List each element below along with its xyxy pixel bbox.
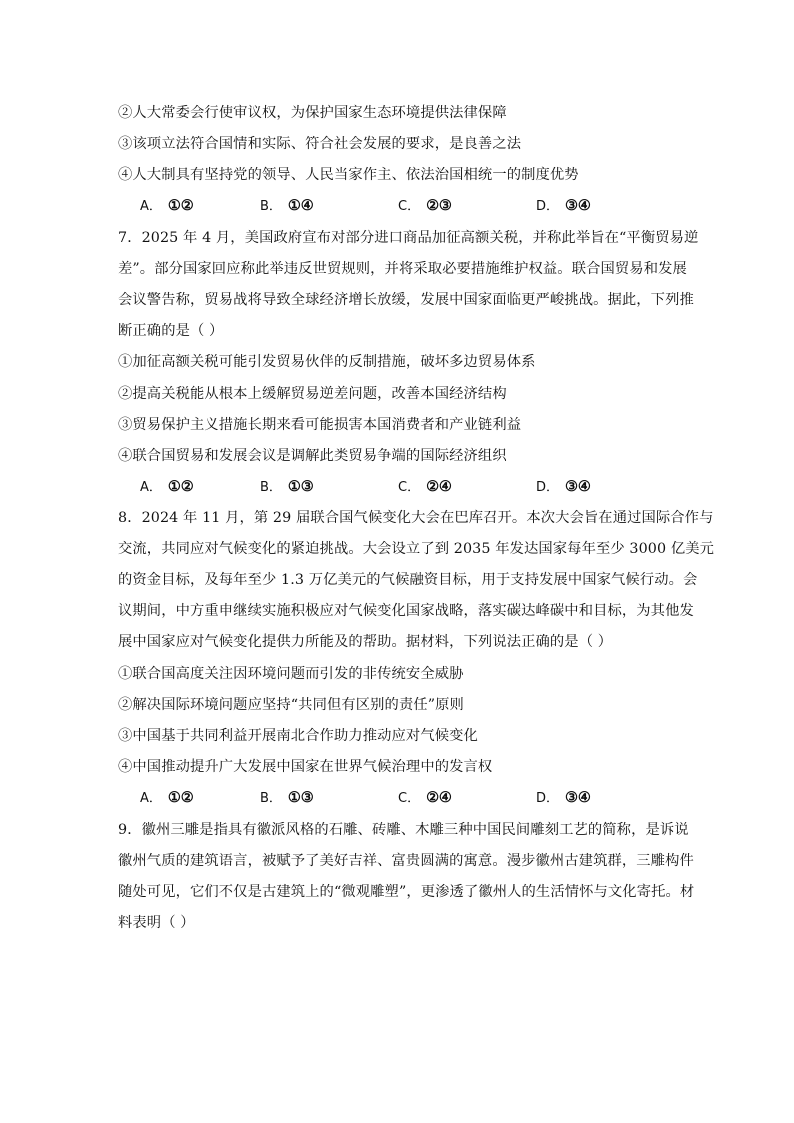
- option-value: ②④: [426, 790, 452, 806]
- option-value: ①②: [167, 198, 194, 214]
- option-value: ③④: [565, 479, 591, 495]
- q7-options: [140, 477, 660, 497]
- q9-stem-line-3: 随处可见，它们不仅是古建筑上的“微观雕塑”，更渗透了徽州人的生活情怀与文化寄托。材: [118, 884, 695, 900]
- option-value: ②③: [426, 198, 452, 214]
- q9-stem-line-1: 9．徽州三雕是指具有徽派风格的石雕、砖雕、木雕三种中国民间雕刻工艺的简称，是诉说: [118, 822, 689, 838]
- option-key: B．: [260, 199, 282, 214]
- q8-item-2: ②解决国际环境问题应坚持“共同但有区别的责任”原则: [118, 697, 464, 713]
- q8-stem-line-5: 展中国家应对气候变化提供力所能及的帮助。据材料，下列说法正确的是（ ）: [118, 634, 613, 650]
- q7-stem-line-4: 断正确的是（ ）: [118, 323, 224, 339]
- q6-item-2: ②人大常委会行使审议权，为保护国家生态环境提供法律保障: [118, 105, 507, 121]
- option-key: A．: [140, 791, 162, 806]
- q6-item-4: ④人大制具有坚持党的领导、人民当家作主、依法治国相统一的制度优势: [118, 167, 579, 183]
- q8-item-4: ④中国推动提升广大发展中国家在世界气候治理中的发言权: [118, 759, 493, 775]
- q8-item-3: ③中国基于共同利益开展南北合作助力推动应对气候变化: [118, 728, 478, 744]
- q7-option-d[interactable]: [536, 477, 591, 498]
- q7-option-a[interactable]: [140, 477, 194, 498]
- q7-item-3: ③贸易保护主义措施长期来看可能损害本国消费者和产业链利益: [118, 417, 522, 433]
- q8-stem-line-2: 交流，共同应对气候变化的紧迫挑战。大会设立了到 2035 年发达国家每年至少 3000 亿美元: [118, 541, 715, 557]
- q7-option-c[interactable]: [398, 477, 452, 498]
- option-key: A．: [140, 199, 162, 214]
- q7-item-1: ①加征高额关税可能引发贸易伙伴的反制措施，破坏多边贸易体系: [118, 354, 536, 370]
- q7-item-4: ④联合国贸易和发展会议是调解此类贸易争端的国际经济组织: [118, 448, 507, 464]
- q8-item-1: ①联合国高度关注因环境问题而引发的非传统安全威胁: [118, 666, 464, 682]
- q9-stem-line-4: 料表明（ ）: [118, 915, 195, 931]
- q6-item-3: ③该项立法符合国情和实际、符合社会发展的要求，是良善之法: [118, 136, 522, 152]
- option-value: ③④: [565, 198, 591, 214]
- option-value: ①③: [287, 790, 314, 806]
- q7-stem-line-1: 7．2025 年 4 月，美国政府宣布对部分进口商品加征高额关税，并称此举旨在“平衡贸易逆: [118, 230, 699, 246]
- q6-option-c[interactable]: [398, 196, 452, 217]
- q8-stem-line-1: 8．2024 年 11 月，第 29 届联合国气候变化大会在巴库召开。本次大会旨在通过国际合作与: [118, 510, 714, 526]
- option-value: ②④: [426, 479, 452, 495]
- option-key: B．: [260, 480, 282, 495]
- q8-option-c[interactable]: [398, 788, 452, 809]
- option-key: B．: [260, 791, 282, 806]
- q9-stem-line-2: 徽州气质的建筑语言，被赋予了美好吉祥、富贵圆满的寓意。漫步徽州古建筑群，三雕构件: [118, 853, 694, 869]
- option-key: C．: [398, 199, 421, 214]
- q8-option-b[interactable]: [260, 788, 314, 809]
- option-value: ①②: [167, 790, 194, 806]
- option-value: ①④: [287, 198, 314, 214]
- option-key: C．: [398, 480, 421, 495]
- option-value: ①②: [167, 479, 194, 495]
- q7-option-b[interactable]: [260, 477, 314, 498]
- q8-stem-line-4: 议期间，中方重申继续实施积极应对气候变化国家战略，落实碳达峰碳中和目标，为其他发: [118, 603, 694, 619]
- q8-stem-line-3: 的资金目标，及每年至少 1.3 万亿美元的气候融资目标，用于支持发展中国家气候行动。会: [118, 572, 698, 588]
- option-value: ①③: [287, 479, 314, 495]
- option-key: D．: [536, 791, 560, 806]
- option-value: ③④: [565, 790, 591, 806]
- q7-stem-line-3: 会议警告称，贸易战将导致全球经济增长放缓，发展中国家面临更严峻挑战。据此，下列推: [118, 292, 694, 308]
- q8-option-a[interactable]: [140, 788, 194, 809]
- option-key: D．: [536, 480, 560, 495]
- q7-item-2: ②提高关税能从根本上缓解贸易逆差问题，改善本国经济结构: [118, 386, 507, 402]
- q6-option-d[interactable]: [536, 196, 591, 217]
- option-key: D．: [536, 199, 560, 214]
- q8-option-d[interactable]: [536, 788, 591, 809]
- q6-options: [140, 196, 660, 216]
- q6-option-a[interactable]: [140, 196, 194, 217]
- option-key: C．: [398, 791, 421, 806]
- q7-stem-line-2: 差”。部分国家回应称此举违反世贸规则，并将采取必要措施维护权益。联合国贸易和发展: [118, 261, 687, 277]
- option-key: A．: [140, 480, 162, 495]
- q6-option-b[interactable]: [260, 196, 314, 217]
- q8-options: [140, 788, 660, 808]
